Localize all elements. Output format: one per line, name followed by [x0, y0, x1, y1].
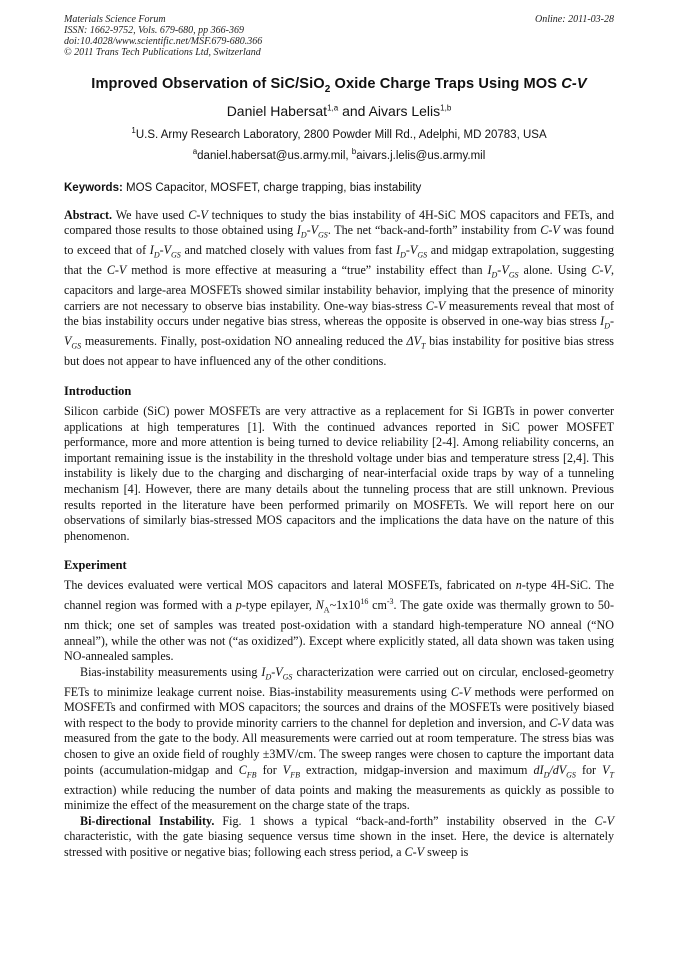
journal-header — [64, 14, 614, 58]
paper-title: Improved Observation of SiC/SiO$_2$ Oxide Charge Traps Using MOS C-V — [91, 76, 587, 95]
journal-name: Materials Science Forum — [64, 14, 166, 25]
keywords: Keywords: MOS Capacitor, MOSFET, charge trapping, bias instability — [64, 181, 422, 194]
affiliation: $^1$U.S. Army Research Laboratory, 2800 Powder Mill Rd., Adelphi, MD 20783, USA — [131, 125, 547, 141]
copyright: © 2011 Trans Tech Publications Ltd, Switzerland — [64, 47, 261, 58]
experiment-paragraph-3: Bi-directional Instability. Fig. 1 shows a typical “back-and-forth” instability observed in the C-V characteristic, with the gate biasing sequence versus time shown in the inset. Here, the device is alternately stressed with positive or negative bias; following each stress period, a C-V sweep is — [64, 813, 614, 860]
introduction-paragraph: Silicon carbide (SiC) power MOSFETs are very attractive as a replacement for Si IGBTs in power converter applications at high temperatures [1]. With the continued advances reported in SiC power MOSFET performance, more and more attention is being turned to device reliability [2-4]. Among reliability concerns, an important remaining issue is the instability in the threshold voltage under bias and temperature stress [2,4]. This instability is likely due to the charging and discharging of near-interfacial oxide traps by way of a tunneling mechanism [4]. However, there are many details about the tunneling process that are still unknown. Previous results reported in the literature have been performed primarily on MOSFETs. We will report here on our observations of similarly bias-stressed MOS capacitors and the implications the data have on the nature of this phenomenon. — [64, 403, 614, 543]
experiment-paragraph-1: The devices evaluated were vertical MOS capacitors and lateral MOSFETs, fabricated on n-type 4H-SiC. The channel region was formed with a p-type epilayer, $N_A\sim 1x10^{16}$ $cm^{-3}$. The gate oxide was thermally grown to 50-nm thick; one set of samples was treated post-oxidation with a standard high-temperature NO anneal (“NO anneal”), while the other was not (“as oxidized”). Except where explicitly stated, all data shown was taken using NO-annealed samples. — [64, 578, 614, 664]
authors: Daniel Habersat$^{1,a}$ and Aivars Lelis$^{1,b}$ — [226, 102, 452, 119]
author-1: Daniel Habersat — [226, 102, 328, 119]
author-emails: $^a$daniel.habersat@us.army.mil, $^b$aivars.j.lelis@us.army.mil — [192, 146, 486, 162]
section-heading-introduction: Introduction — [64, 383, 132, 398]
experiment-paragraph-2: Bias-instability measurements using $I_D-V_{GS}$ characterization were carried out on circular, enclosed-geometry FETs to minimize leakage current noise. Bias-instability measurements using C-V methods were performed on MOSFETs and confirmed with MOS capacitors; the sources and drains of the MOSFETs were positively biased with respect to the body to provide minority carriers to the channel for depletion and inversion, and C-V data was measured from the gate to the body. All measurements were carried out at room temperature. The stress bias was chosen to give an oxide field of roughly ±3MV/cm. The sweep ranges were chosen to capture the important data points (accumulation-midgap and $C_{FB}$ for $V_{FB}$ extraction, midgap-inversion and maximum $dI_D/dV_{GS}$ for $V_T$ extraction) while reducing the number of data points and making the measurements as quickly as possible to minimize the effect of the measurement on the charge state of the traps. — [64, 664, 614, 813]
online-date: Online: 2011-03-28 — [535, 14, 614, 25]
abstract: Abstract. We have used C-V techniques to study the bias instability of 4H-SiC MOS capacitors and FETs, and compared those results to those obtained using $I_D-V_{GS}$. The net “back-and-forth” instability from C-V was found to exceed that of $I_D-V_{GS}$ and matched closely with values from fast $I_D-V_{GS}$ and midgap extrapolation, suggesting that the C-V method is more effective at measuring a “true” instability effect than $I_D-V_{GS}$ alone. Using C-V, capacitors and large-area MOSFETs showed similar instability behavior, implying that the presence of minority carriers are not necessary to observe bias instability. One-way bias-stress C-V measurements reveal that most of the bias instability occurs under negative bias stress, whereas the opposite is observed in one-way bias stress $I_D-V_{GS}$ measurements. Finally, post-oxidation NO annealing reduced the $\Delta V_T$ bias instability for positive bias stress but does not appear to have influenced any of the other conditions. — [64, 207, 615, 369]
issn: ISSN: 1662-9752, Vols. 679-680, pp 366-369 — [64, 25, 244, 36]
section-heading-experiment: Experiment — [64, 558, 127, 573]
author-2: Aivars Lelis — [368, 102, 441, 119]
doi: doi:10.4028/www.scientific.net/MSF.679-680.366 — [64, 36, 263, 47]
